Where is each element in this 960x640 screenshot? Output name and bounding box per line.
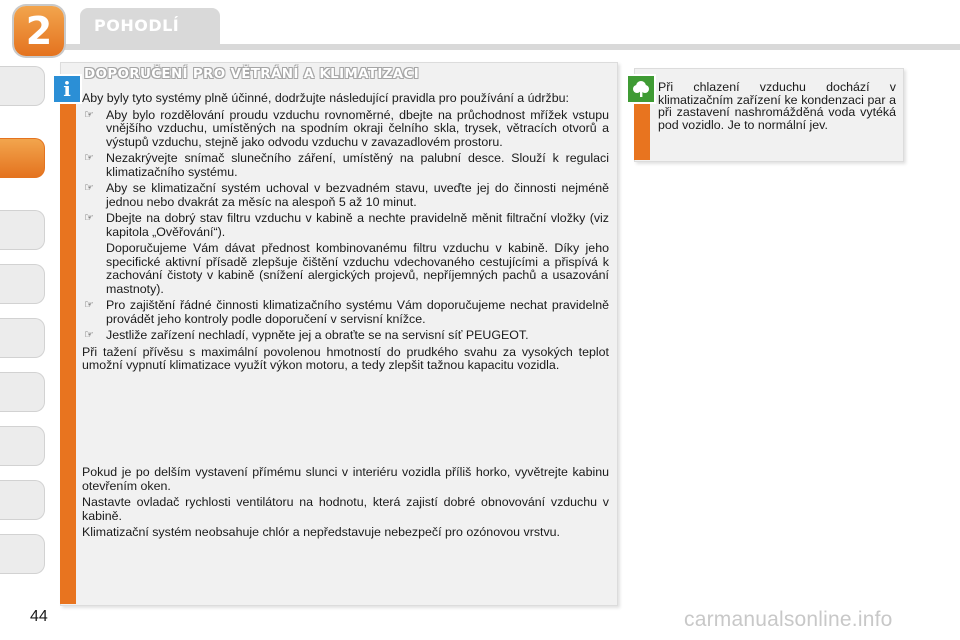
side-tab-1[interactable]: [0, 66, 45, 106]
tree-icon: [626, 74, 656, 104]
list-item-text: Nezakrývejte snímač slunečního záření, umístěný na palubní desce. Slouží k regulaci klimatizačního systému.: [106, 151, 609, 179]
pointing-hand-icon: ☞: [84, 108, 94, 121]
side-tab-3[interactable]: [0, 210, 45, 250]
pointing-hand-icon: ☞: [84, 182, 94, 194]
section-title: DOPORUČENÍ PRO VĚTRÁNÍ A KLIMATIZACI: [84, 66, 420, 82]
list-item-text: Dbejte na dobrý stav filtru vzduchu v kabině a nechte pravidelně měnit filtrační vložky (viz kapitola „Ověřování“).: [106, 211, 609, 239]
chlorine-paragraph: Klimatizační systém neobsahuje chlór a nepředstavuje nebezpečí pro ozónovou vrstvu.: [82, 525, 560, 539]
additional-text: [82, 466, 609, 543]
list-item-text: Pro zajištění řádné činnosti klimatizačního systému Vám doporučujeme nechat pravidelně provádět jeho kontroly podle doporučení v servisní knížce.: [106, 298, 609, 326]
side-tab-8[interactable]: [0, 480, 45, 520]
intro-paragraph: Aby byly tyto systémy plně účinné, dodržujte následující pravidla pro používání a údržbu:: [82, 91, 569, 105]
bullet-list: [82, 109, 609, 240]
side-tab-7[interactable]: [0, 426, 45, 466]
side-tab-2-active[interactable]: [0, 138, 45, 178]
list-item: [82, 329, 609, 343]
info-icon: i: [52, 74, 82, 104]
header-rule: [60, 44, 960, 50]
fan-paragraph: Nastavte ovladač rychlosti ventilátoru na hodnotu, která zajistí dobré obnovování vzduchu v kabině.: [82, 495, 609, 523]
watermark: carmanualsonline.info: [684, 608, 893, 631]
filter-note: Doporučujeme Vám dávat přednost kombinovanému filtru vzduchu v kabině. Díky jeho specifické aktivní přísadě zlepšuje čištění vzduchu vdechovaného cestujícími a přispívá k zachování čistoty v kabině (snížení alergických projevů, nepříjemných pachů a usazování mastnoty).: [106, 241, 609, 296]
list-item: [82, 299, 609, 326]
list-item: [82, 109, 609, 150]
parked-paragraph: Pokud je po delším vystavení přímému slunci v interiéru vozidla příliš horko, vyvětrejte kabinu otevřením oken.: [82, 465, 609, 493]
pointing-hand-icon: ☞: [84, 299, 94, 311]
chapter-number-badge: 2: [14, 6, 64, 56]
eco-note-text: Při chlazení vzduchu dochází v klimatizačním zařízení ke kondenzaci par a při zastavení nashromážděná voda vytéká pod vozidlo. Je to normální jev.: [658, 80, 896, 132]
pointing-hand-icon: ☞: [84, 329, 94, 341]
side-tab-6[interactable]: [0, 372, 45, 412]
bullet-list-2: [82, 299, 609, 343]
chapter-title: POHODLÍ: [94, 16, 180, 35]
list-item-text: Aby se klimatizační systém uchoval v bezvadném stavu, uveďte jej do činnosti nejméně jednou nebo dvakrát za měsíc na alespoň 5 až 10 minut.: [106, 181, 609, 209]
list-item-text: Jestliže zařízení nechladí, vypněte jej a obraťte se na servisní síť PEUGEOT.: [106, 328, 529, 342]
panel-accent-stripe: [60, 98, 76, 604]
side-tab-5[interactable]: [0, 318, 45, 358]
tree-icon-graphic: [631, 79, 651, 99]
page-number: 44: [30, 608, 48, 625]
recommendations-text: [82, 92, 609, 376]
side-tab-9[interactable]: [0, 534, 45, 574]
towing-paragraph: Při tažení přívěsu s maximální povolenou hmotností do prudkého svahu za vysokých teplot umožní vypnutí klimatizace využít výkon motoru, a tedy zlepšit tažnou kapacitu vozidla.: [82, 344, 609, 372]
list-item: [82, 182, 609, 209]
list-item-text: Aby bylo rozdělování proudu vzduchu rovnoměrné, dbejte na průchodnost mřížek vstupu vnějšího vzduchu, umístěných na spodním okraji čelního skla, trysek, větracích otvorů a výstupů vzduchu, stejně jako odvodu vzduchu v zavazadlovém prostoru.: [106, 107, 609, 149]
side-tab-4[interactable]: [0, 264, 45, 304]
chapter-side-tabs: [0, 66, 46, 578]
pointing-hand-icon: ☞: [84, 152, 94, 164]
list-item: [82, 212, 609, 239]
pointing-hand-icon: ☞: [84, 212, 94, 224]
list-item: [82, 152, 609, 179]
